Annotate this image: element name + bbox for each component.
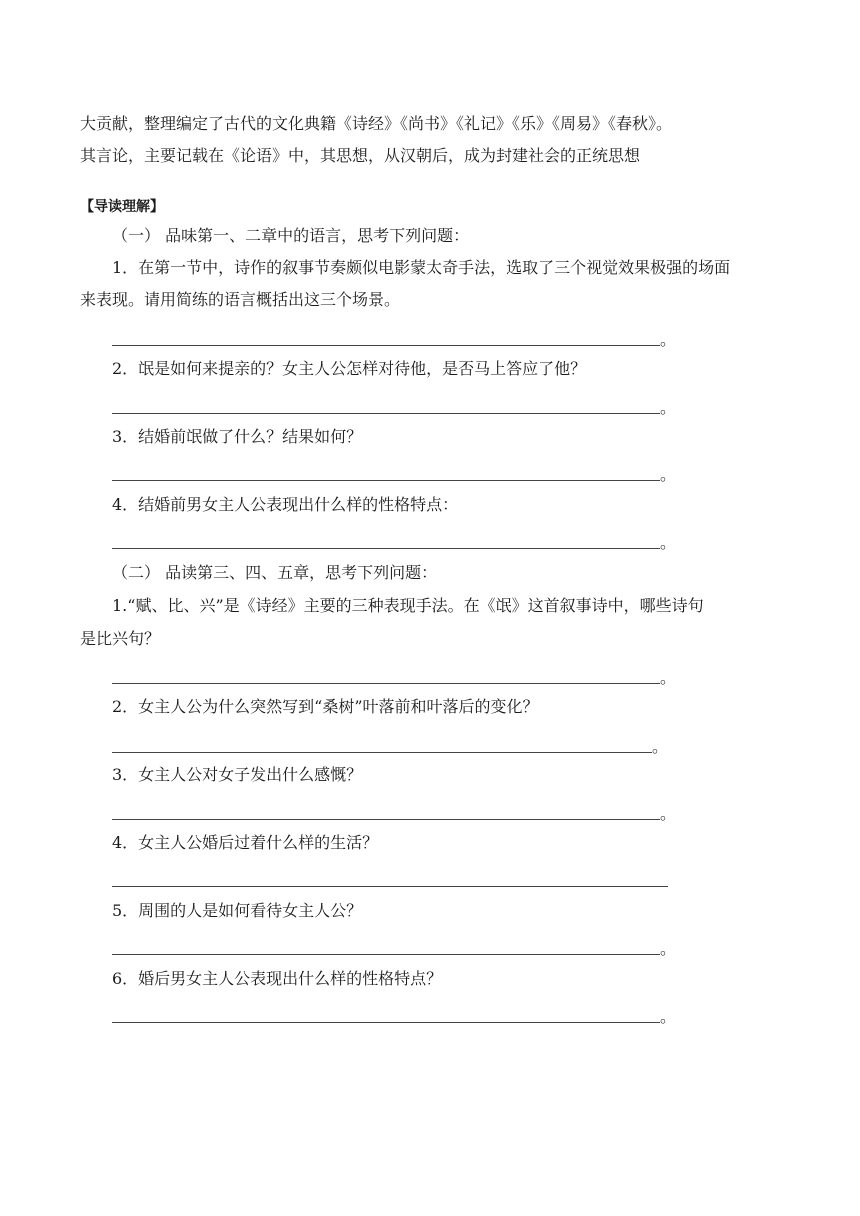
answer-rule: [112, 819, 660, 820]
answer-end-mark: 。: [660, 804, 677, 823]
answer-rule: [112, 886, 668, 887]
part1-title: （一） 品味第一、二章中的语言，思考下列问题：: [112, 226, 470, 245]
part1-question-2: 2．氓是如何来提亲的？女主人公怎样对待他，是否马上答应了他？: [112, 359, 587, 378]
part2-answer-6[interactable]: [112, 1003, 677, 1027]
answer-rule: [112, 683, 660, 684]
intro-line-2: 其言论，主要记载在《论语》中，其思想，从汉朝后，成为封建社会的正统思想: [80, 146, 641, 165]
part2-question-1-line-2: 是比兴句？: [80, 629, 161, 648]
answer-end-mark: 。: [660, 668, 677, 687]
answer-rule: [112, 413, 660, 414]
answer-rule: [112, 1022, 660, 1023]
part2-question-6: 6．婚后男女主人公表现出什么样的性格特点？: [112, 969, 443, 988]
answer-end-mark: 。: [660, 330, 677, 349]
answer-end-mark: 。: [660, 939, 677, 958]
answer-rule: [112, 954, 660, 955]
part1-answer-3[interactable]: [112, 461, 677, 485]
answer-rule: [112, 345, 660, 346]
part2-answer-1[interactable]: [112, 664, 677, 688]
answer-end-mark: 。: [660, 465, 677, 484]
answer-end-mark: 。: [660, 533, 677, 552]
part2-answer-2[interactable]: [112, 733, 672, 757]
answer-end-mark: 。: [660, 398, 677, 417]
part2-answer-3[interactable]: [112, 800, 677, 824]
part2-question-2: 2．女主人公为什么突然写到“桑树”叶落前和叶落后的变化？: [112, 697, 539, 716]
part2-answer-5[interactable]: [112, 935, 677, 959]
intro-line-1: 大贡献，整理编定了古代的文化典籍《诗经》《尚书》《礼记》《乐》《周易》《春秋》。: [80, 114, 673, 133]
part1-answer-2[interactable]: [112, 394, 677, 418]
part1-question-1-line-2: 来表现。请用简练的语言概括出这三个场景。: [80, 290, 401, 309]
part2-question-1-line-1: 1.“赋、比、兴”是《诗经》主要的三种表现手法。在《氓》这首叙事诗中，哪些诗句: [112, 596, 704, 615]
answer-end-mark: 。: [660, 1007, 677, 1026]
part1-question-3: 3．结婚前氓做了什么？结果如何？: [112, 427, 363, 446]
part1-answer-4[interactable]: [112, 529, 677, 553]
answer-rule: [112, 548, 660, 549]
part2-question-4: 4．女主人公婚后过着什么样的生活？: [112, 833, 379, 852]
part1-question-4: 4．结婚前男女主人公表现出什么样的性格特点：: [112, 495, 459, 514]
part1-question-1-line-1: 1．在第一节中，诗作的叙事节奏颇似电影蒙太奇手法，选取了三个视觉效果极强的场面: [112, 258, 731, 277]
part2-title: （二） 品读第三、四、五章，思考下列问题：: [112, 563, 438, 582]
answer-rule: [112, 752, 652, 753]
part2-answer-4[interactable]: [112, 867, 672, 891]
answer-end-mark: 。: [652, 737, 669, 756]
part1-answer-1[interactable]: [112, 326, 677, 350]
answer-rule: [112, 480, 660, 481]
part2-question-5: 5．周围的人是如何看待女主人公？: [112, 901, 363, 920]
section-heading: 【导读理解】: [80, 199, 164, 215]
part2-question-3: 3．女主人公对女子发出什么感慨？: [112, 765, 363, 784]
